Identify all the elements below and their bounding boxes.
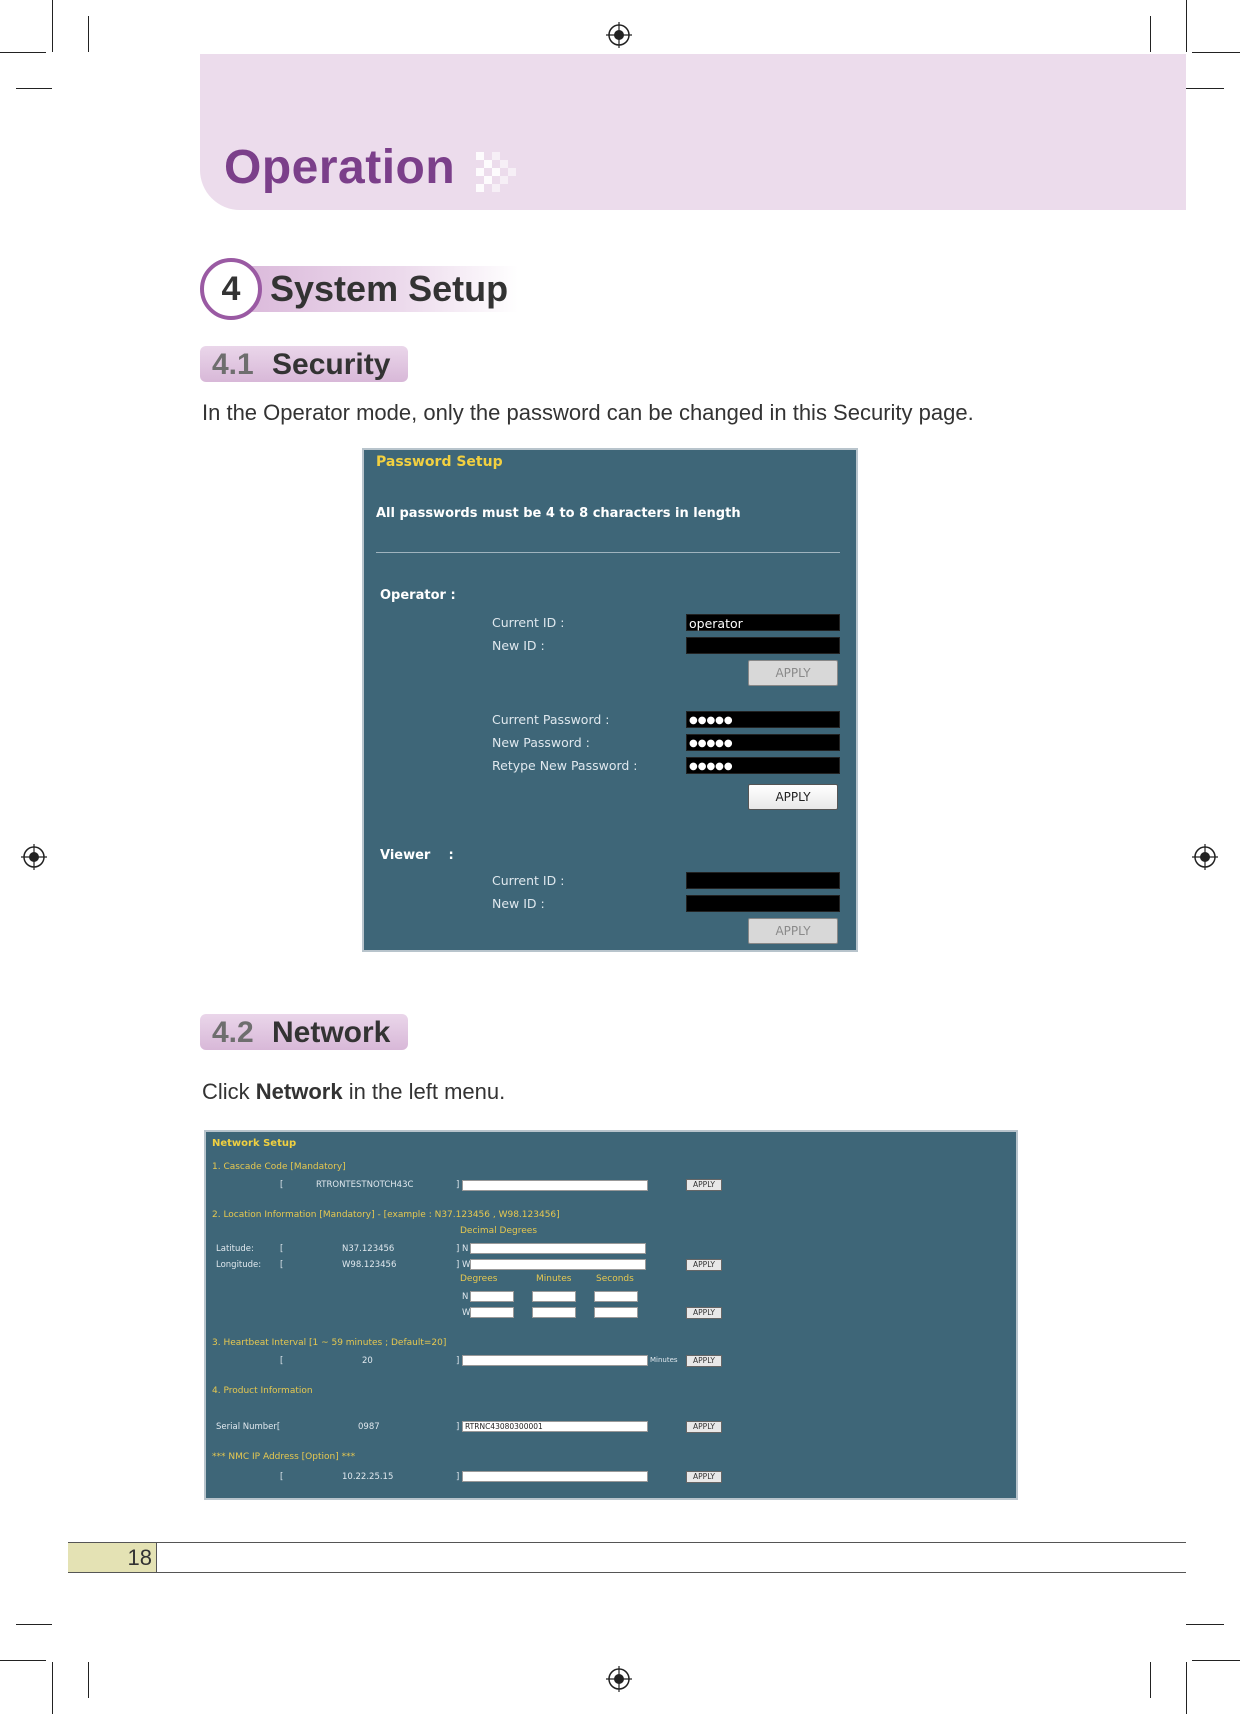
- subsection-network-heading: [200, 1014, 408, 1050]
- viewer-current-id-label: Current ID :: [492, 873, 565, 888]
- operator-label: Operator :: [380, 588, 456, 603]
- cascade-input[interactable]: [462, 1180, 648, 1191]
- instruction-bold: Network: [255, 1079, 343, 1104]
- dms-apply-button[interactable]: APPLY: [686, 1307, 722, 1319]
- panel-title: Password Setup: [376, 454, 503, 470]
- lat-seconds-input[interactable]: [594, 1291, 638, 1302]
- lon-seconds-input[interactable]: [594, 1307, 638, 1318]
- viewer-apply-button[interactable]: APPLY: [748, 918, 838, 944]
- checker-decoration-icon: [476, 152, 518, 192]
- password-apply-button[interactable]: APPLY: [748, 784, 838, 810]
- section-number: 4: [200, 258, 262, 320]
- registration-mark-icon: [1192, 844, 1218, 870]
- cascade-value: RTRONTESTNOTCH43C: [316, 1180, 414, 1190]
- bracket: [: [280, 1244, 284, 1254]
- nmc-apply-button[interactable]: APPLY: [686, 1471, 722, 1483]
- bracket: [: [280, 1472, 284, 1482]
- operator-current-id-field[interactable]: operator: [686, 614, 840, 631]
- crop-mark: [1192, 1660, 1240, 1661]
- serial-apply-button[interactable]: APPLY: [686, 1421, 722, 1433]
- lon-degrees-input[interactable]: [470, 1307, 514, 1318]
- nmc-value: 10.22.25.15: [342, 1472, 394, 1482]
- password-note: All passwords must be 4 to 8 characters in length: [376, 506, 741, 521]
- registration-mark-icon: [606, 1666, 632, 1692]
- retype-password-field[interactable]: ●●●●●: [686, 757, 840, 774]
- divider: [376, 552, 840, 553]
- footer-rule: [68, 1572, 1186, 1573]
- crop-mark: [88, 1662, 89, 1698]
- heartbeat-apply-button[interactable]: APPLY: [686, 1355, 722, 1367]
- subsection-number: 4.1: [212, 348, 254, 381]
- bracket: [: [280, 1260, 284, 1270]
- seconds-label: Seconds: [596, 1274, 634, 1284]
- current-password-label: Current Password :: [492, 712, 610, 727]
- heartbeat-value: 20: [362, 1356, 373, 1366]
- heartbeat-heading: 3. Heartbeat Interval [1 ~ 59 minutes ; Default=20]: [212, 1338, 447, 1348]
- decimal-degrees-label: Decimal Degrees: [460, 1226, 538, 1236]
- current-password-field[interactable]: ●●●●●: [686, 711, 840, 728]
- heartbeat-input[interactable]: [462, 1355, 648, 1366]
- serial-value: 0987: [358, 1422, 380, 1432]
- longitude-label: Longitude:: [216, 1260, 262, 1270]
- w-prefix: W: [462, 1308, 471, 1318]
- subsection-number: 4.2: [212, 1016, 254, 1049]
- crop-mark: [1150, 16, 1151, 52]
- operator-new-id-field[interactable]: [686, 637, 840, 654]
- crop-mark: [1186, 1662, 1187, 1714]
- section-heading: [200, 258, 520, 320]
- crop-mark: [52, 0, 53, 52]
- crop-mark: [0, 1660, 46, 1661]
- bracket: [: [280, 1180, 284, 1190]
- operator-new-id-label: New ID :: [492, 638, 545, 653]
- lon-minutes-input[interactable]: [532, 1307, 576, 1318]
- viewer-label: Viewer :: [380, 848, 454, 863]
- crop-mark: [0, 52, 46, 53]
- latitude-value: N37.123456: [342, 1244, 395, 1254]
- w-prefix: W: [462, 1260, 471, 1270]
- viewer-current-id-field[interactable]: [686, 872, 840, 889]
- instruction-suffix: in the left menu.: [342, 1079, 506, 1104]
- crop-mark: [1192, 52, 1240, 53]
- bracket: ]: [456, 1356, 460, 1366]
- bracket: [: [280, 1356, 284, 1366]
- network-instruction: [202, 1079, 505, 1105]
- subsection-security-heading: [200, 346, 408, 382]
- bracket: ]: [456, 1422, 460, 1432]
- retype-password-label: Retype New Password :: [492, 758, 638, 773]
- operator-current-id-label: Current ID :: [492, 615, 565, 630]
- operator-id-apply-button[interactable]: APPLY: [748, 660, 838, 686]
- serial-input[interactable]: RTRNC43080300001: [462, 1421, 648, 1432]
- bracket: ]: [456, 1244, 460, 1254]
- crop-mark: [88, 16, 89, 52]
- crop-mark: [16, 88, 52, 89]
- subsection-title: Network: [272, 1016, 391, 1049]
- n-prefix: N: [462, 1244, 469, 1254]
- longitude-value: W98.123456: [342, 1260, 397, 1270]
- crop-mark: [1150, 1662, 1151, 1698]
- bracket: ]: [456, 1260, 460, 1270]
- chapter-title: Operation: [224, 141, 456, 194]
- subsection-title: Security: [272, 348, 391, 381]
- crop-mark: [1186, 0, 1187, 52]
- serial-label: Serial Number[: [216, 1422, 281, 1432]
- cascade-heading: 1. Cascade Code [Mandatory]: [212, 1162, 346, 1172]
- new-password-field[interactable]: ●●●●●: [686, 734, 840, 751]
- crop-mark: [1186, 88, 1224, 89]
- panel-title: Network Setup: [212, 1138, 297, 1149]
- product-heading: 4. Product Information: [212, 1386, 313, 1396]
- degrees-label: Degrees: [460, 1274, 498, 1284]
- viewer-new-id-label: New ID :: [492, 896, 545, 911]
- location-heading: 2. Location Information [Mandatory] - [example : N37.123456 , W98.123456]: [212, 1210, 560, 1220]
- cascade-apply-button[interactable]: APPLY: [686, 1179, 722, 1191]
- section-title: System Setup: [270, 268, 509, 309]
- n-prefix: N: [462, 1292, 469, 1302]
- crop-mark: [16, 1624, 52, 1625]
- lat-degrees-input[interactable]: [470, 1291, 514, 1302]
- security-description: In the Operator mode, only the password can be changed in this Security page.: [202, 400, 974, 425]
- viewer-new-id-field[interactable]: [686, 895, 840, 912]
- longitude-input[interactable]: [470, 1259, 646, 1270]
- bracket: ]: [456, 1472, 460, 1482]
- lat-minutes-input[interactable]: [532, 1291, 576, 1302]
- footer-rule: [68, 1542, 1186, 1543]
- registration-mark-icon: [606, 22, 632, 48]
- latitude-input[interactable]: [470, 1243, 646, 1254]
- latitude-label: Latitude:: [216, 1244, 254, 1254]
- nmc-input[interactable]: [462, 1471, 648, 1482]
- registration-mark-icon: [21, 844, 47, 870]
- nmc-heading: *** NMC IP Address [Option] ***: [212, 1452, 356, 1462]
- page-number: 18: [127, 1545, 152, 1570]
- bracket: ]: [456, 1180, 460, 1190]
- instruction-prefix: Click: [202, 1079, 256, 1104]
- minutes-label: Minutes: [536, 1274, 572, 1284]
- crop-mark: [52, 1662, 53, 1714]
- location-apply-button[interactable]: APPLY: [686, 1259, 722, 1271]
- crop-mark: [1186, 1624, 1224, 1625]
- network-setup-panel: [204, 1130, 1018, 1500]
- password-setup-panel: [362, 448, 858, 952]
- new-password-label: New Password :: [492, 735, 590, 750]
- minutes-suffix: Minutes: [650, 1356, 678, 1364]
